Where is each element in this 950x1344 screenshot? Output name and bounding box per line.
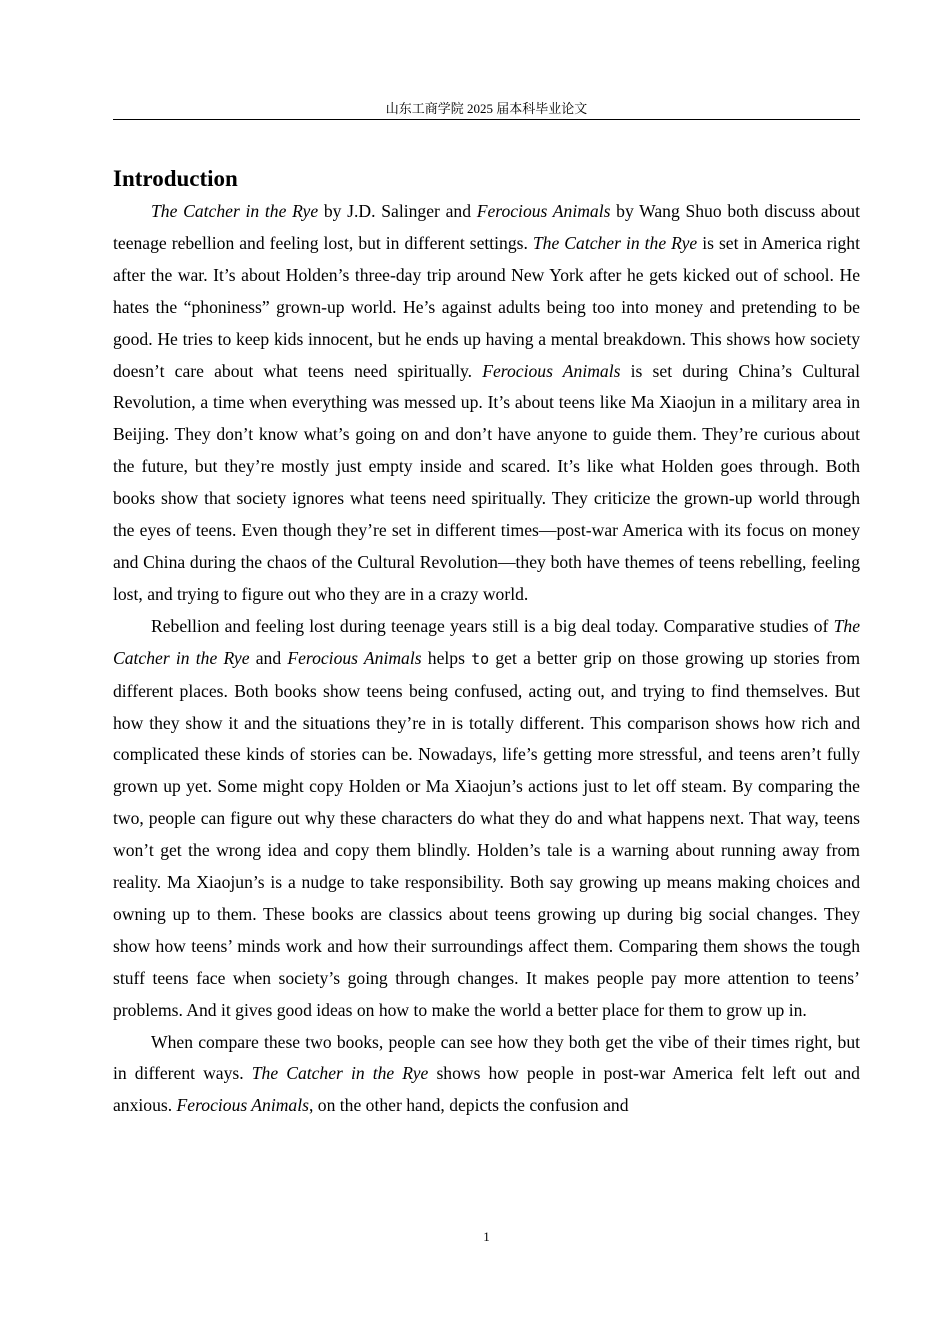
book-title: The Catcher in the Rye <box>532 232 698 253</box>
book-title: Ferocious Animals <box>176 1095 309 1116</box>
book-title: Ferocious Animals <box>476 201 611 221</box>
book-title: Ferocious Animals <box>287 647 422 668</box>
text-run: and <box>249 647 288 668</box>
text-run: is set in America right after the war. It’s about Holden’s three-day trip around New York after he gets kicked out of school. He hates the “phoniness” grown-up world. He’s against adults being too into money and pretending to be good. He tries to keep kids innocent, but he ends up having a mental breakdown. This shows how society doesn’t care about what teens need spiritually. <box>113 232 860 381</box>
text-run: is set during China’s Cultural Revolution, a time when everything was messed up. It’s about teens like Ma Xiaojun in a military area in Beijing. They don’t know what’s going on and don’t have anyone to guide them. They’re curious about the future, but they’re mostly just empty inside and scared. It’s like what Holden goes through. Both books show that society ignores what teens need spiritually. They criticize the grown-up world through the eyes of teens. Even though they’re set in different times—post-war America with its focus on money and China during the chaos of the Cultural Revolution—they both have themes of teens rebelling, feeling lost, and trying to figure out who they are in a crazy world. <box>113 360 860 604</box>
text-run: get a better grip on those growing up stories from different places. Both books show teens being confused, acting out, and trying to find themselves. But how they show it and the situations they’re in is totally different. This comparison shows how rich and complicated these kinds of stories can be. Nowadays, life’s getting more stressful, and teens aren’t fully grown up yet. Some might copy Holden or Ma Xiaojun’s actions just to let off steam. By comparing the two, people can figure out why these characters do what they do and what happens next. That way, teens won’t get the wrong idea and copy them blindly. Holden’s tale is a warning about running away from reality. Ma Xiaojun’s is a nudge to take responsibility. Both say growing up means making choices and owning up to them. These books are classics about teens growing up during big social changes. They show how teens’ minds work and how their surroundings affect them. Comparing them shows the tough stuff teens face when society’s going through changes. It makes people pay more attention to teens’ problems. And it gives good ideas on how to make the world a better place for them to grow up in. <box>113 647 861 1020</box>
book-title: The Catcher in the Rye <box>113 615 860 668</box>
book-title: The Catcher in the Rye <box>151 201 319 221</box>
body-text <box>113 196 860 1122</box>
page-number: 1 <box>483 1229 490 1244</box>
page-header: 山东工商学院 2025 届本科毕业论文 <box>385 101 588 116</box>
paragraph-2 <box>113 611 860 1027</box>
text-run: shows how people in post-war America felt left out and anxious. <box>113 1063 860 1116</box>
paragraph-1 <box>113 196 860 611</box>
text-run: by J.D. Salinger and <box>318 201 477 221</box>
book-title: Ferocious Animals <box>482 360 621 381</box>
text-run: When compare these two books, people can see how they both get the vibe of their times right, but in different ways. <box>113 1031 860 1084</box>
text-run: by Wang Shuo both discuss about teenage rebellion and feeling lost, but in different settings. <box>113 201 860 253</box>
book-title: The Catcher in the Rye <box>251 1063 429 1084</box>
text-run: helps <box>421 647 472 668</box>
monospace-word: to <box>471 649 490 668</box>
header-rule <box>113 119 860 120</box>
text-run: , on the other hand, depicts the confusion and <box>308 1095 629 1116</box>
text-run: Rebellion and feeling lost during teenage years still is a big deal today. Comparative studies of <box>151 615 834 636</box>
paragraph-3 <box>113 1027 860 1123</box>
section-title: Introduction <box>113 166 238 191</box>
